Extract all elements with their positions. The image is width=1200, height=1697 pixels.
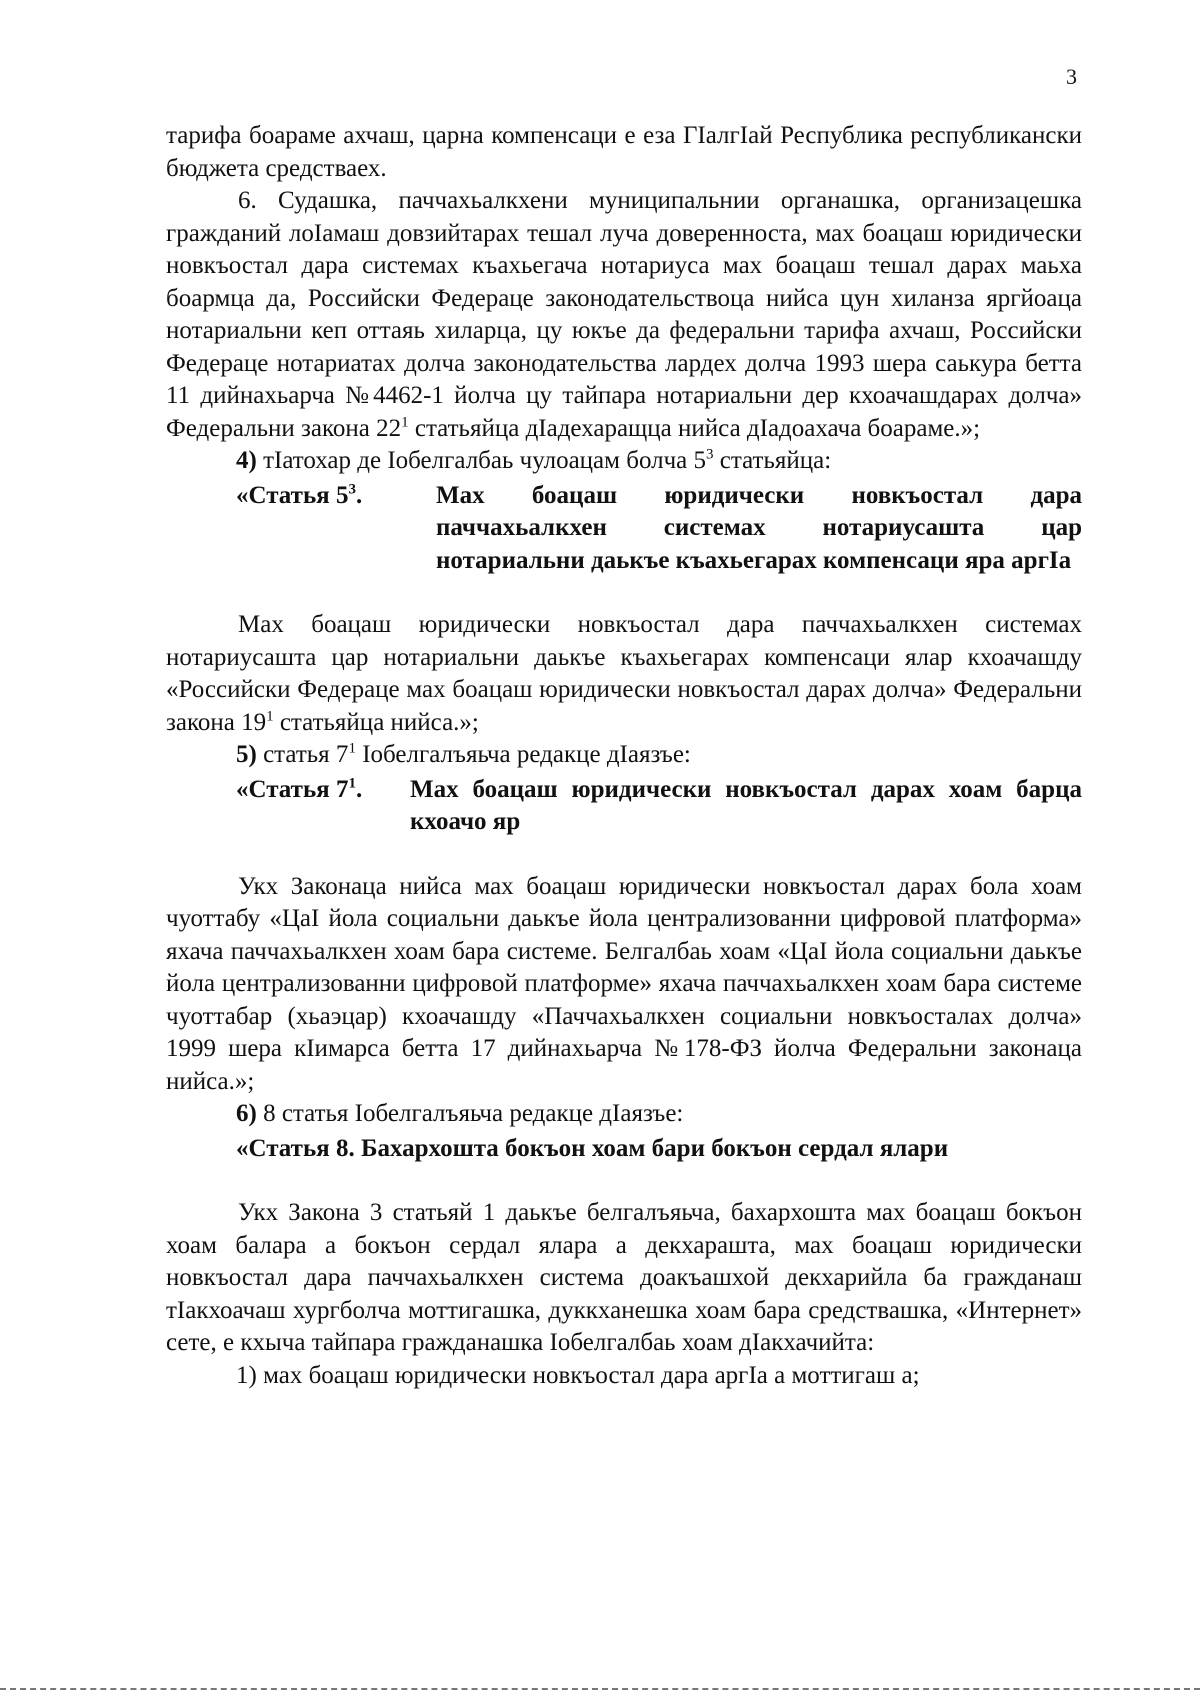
paragraph-6: 6. Судашка, паччахьалкхени муниципальнии органашка, организацешка гражданий лоIамаш довзийтарах тешал луча доверенноста, мах боацаш юридически новкъостал дара системах къахьегача нотариуса мах боацаш тешал дарах маьха боармца да, Российски Федераце законодательствоца нийса цун хиланза яргйоаца нотариальни кеп оттаяь хиларца, цу юкъе да федеральни тарифа ахчаш, Российски Федераце нотариатах долча законодательства лардех долча 1993 шера саькура бетта 11 дийнахьарча №4462-1 йолча цу тайпара нотариальни дер кхоачашдарах долча» Федеральни закона $22^1$ статьяйца дIадехаращца нийса дIадоахача боараме.»;: [166, 187, 1082, 442]
item-5: 5) статья $7^1$ Iобелгалъяьча редакце дIаязъе:: [236, 740, 691, 768]
article-number: «Статья $5^3$.: [236, 481, 363, 509]
item-4: 4) тIатохар де Iобелгалбаь чулоацам болча $5^3$ статьяйца:: [236, 446, 832, 474]
page-number: 3: [1066, 64, 1077, 89]
spacer: [166, 841, 1082, 871]
document-body: [166, 120, 1082, 1392]
article-title: Мах боацаш юридически новкъостал дарах хоам барца кхоачо яр: [410, 775, 1082, 835]
paragraph-notification: Укх Законаца нийса мах боацаш юридически новкъостал дарах бола хоам чуоттабу «ЦаI йола социальни даькъе йола централизованни цифровой платформа» яхача паччахьалкхен хоам бара системе. Белгалбаь хоам «ЦаI йола социальни даькъе йола централизованни цифровой платформе» яхача паччахьалкхен хоам бара системе чуоттабар (хьаэцар) кхоачашду «Паччахьалкхен социальни новкъосталах долча» 1999 шера кIимарса бетта 17 дийнахьарча №178-ФЗ йолча Федеральни законаца нийса.»;: [166, 872, 1082, 1095]
article-8-heading: «Статья 8. Бахархошта бокъон хоам бари бокъон сердал ялари: [236, 1134, 949, 1162]
article-number: «Статья $7^1$.: [236, 775, 363, 803]
paragraph-compensation: Мах боацаш юридически новкъостал дара паччахьалкхен системах нотариусашта цар нотариальни даькъе къахьегарах компенсаци ялар кхоачашду «Российски Федераце мах боацаш юридически новкъостал дарах долча» Федеральни закона $19^1$ статьяйца нийса.»;: [166, 611, 1082, 736]
paragraph-citizens: Укх Закона 3 статьяй 1 даькъе белгалъяьча, бахархошта мах боацаш бокъон хоам балара а бокъон сердал ялара а декхарашта, мах боацаш юридически новкъостал дара паччахьалкхен система доакъашхой декхарийла ба гражданаш тIакхоачаш хургболча моттигашка, дуккханешка хоам бара средствашка, «Интернет» сете, е кхыча тайпара гражданашка Iобелгалбаь хоам дIакхачийта:: [166, 1199, 1082, 1356]
article-5-3-heading: [166, 480, 1082, 578]
item-6: 6) 8 статья Iобелгалъяьча редакце дIаязъе:: [236, 1100, 684, 1127]
spacer: [166, 579, 1082, 609]
list-item-1: 1) мах боацаш юридически новкъостал дара аргIа а моттигаш а;: [236, 1361, 920, 1389]
article-7-1-heading: [166, 774, 1082, 839]
article-title: Мах боацаш юридически новкъостал дара паччахьалкхен системах нотариусашта цар нотариальни даькъе къахьегарах компенсаци яра аргIа: [436, 481, 1082, 574]
paragraph-tariff: тарифа боараме ахчаш, царна компенсаци е еза ГIалгIай Республика республикански бюджета средстваех.: [166, 122, 1082, 182]
spacer: [166, 1167, 1082, 1197]
scan-edge-divider: [0, 1688, 1200, 1690]
